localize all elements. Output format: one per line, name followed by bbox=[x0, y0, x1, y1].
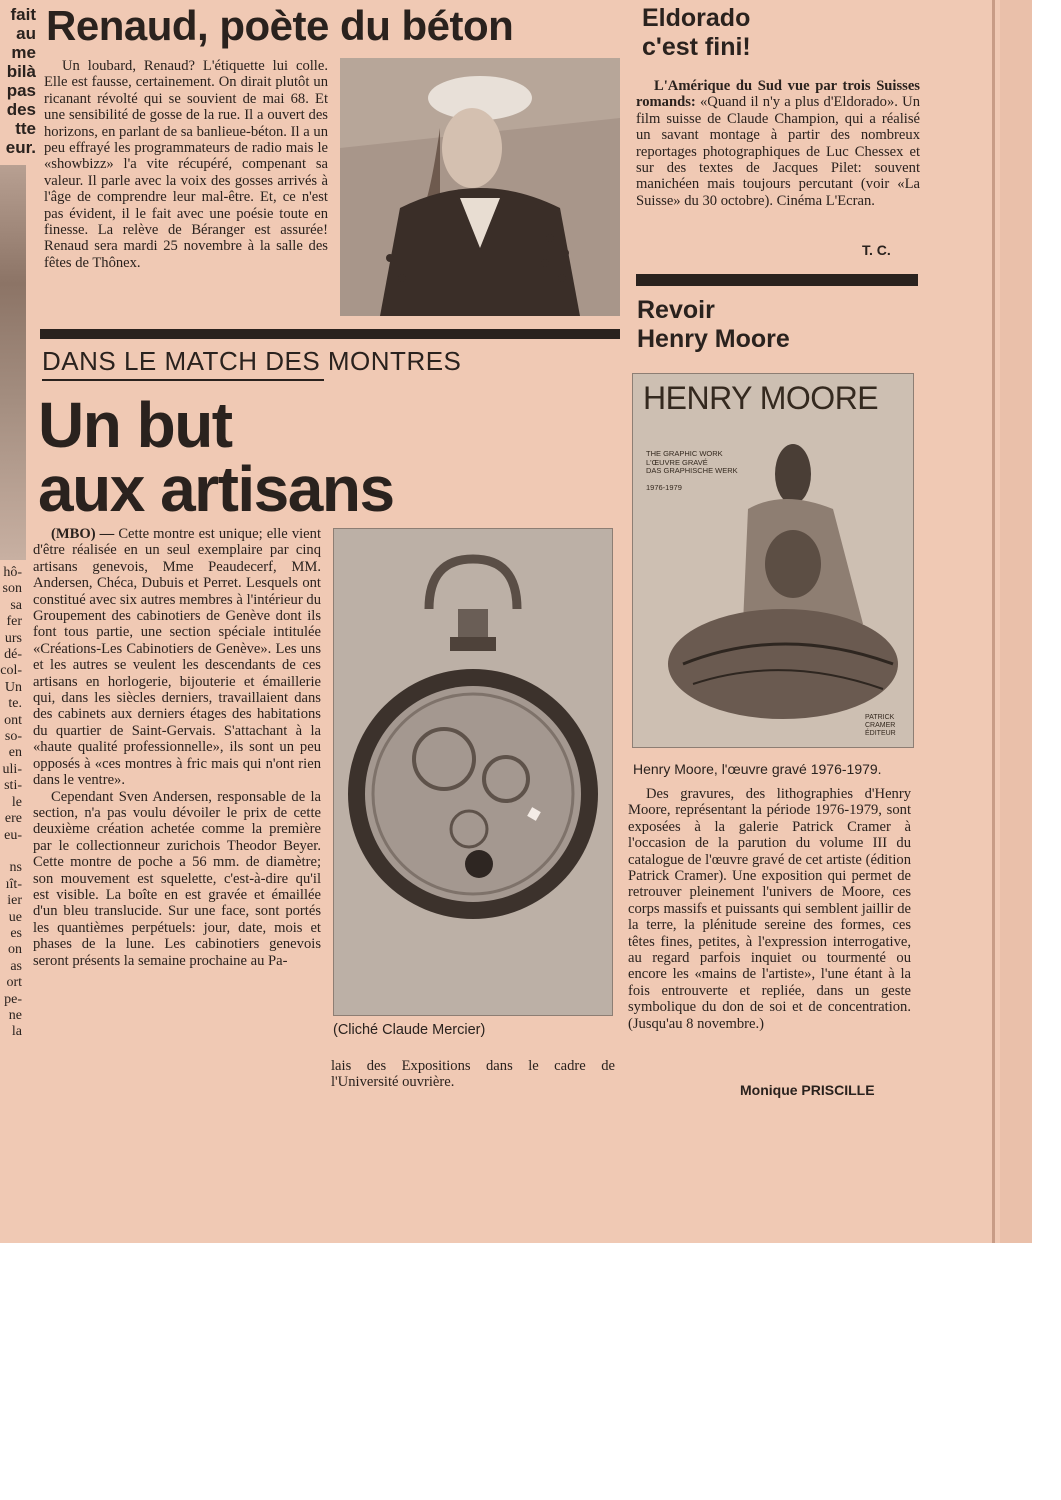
moore-article-body bbox=[628, 786, 911, 1032]
book-title: HENRY MOORE bbox=[643, 380, 879, 416]
watch-photo-caption: (Cliché Claude Mercier) bbox=[333, 1022, 486, 1038]
headline-line-2: aux artisans bbox=[38, 453, 394, 525]
pocket-watch-illustration bbox=[334, 529, 612, 1015]
section-divider-bar bbox=[636, 274, 918, 286]
moore-headline: Revoir Henry Moore bbox=[637, 296, 790, 353]
paper-right-margin bbox=[1000, 0, 1032, 1243]
renaud-photo bbox=[340, 58, 620, 316]
left-column-fragment-bottom: hô- son sa fer urs dé- col- Un te. ont so- en uli- sti- le ere eu- ns ıît- ier ue es on as ort pe- ne la bbox=[0, 565, 22, 1040]
section-divider-bar bbox=[40, 329, 620, 339]
left-column-fragment-top: fait au me bilà pas des tte eur. bbox=[5, 5, 36, 157]
renaud-portrait-illustration bbox=[340, 58, 620, 316]
book-subtitle: THE GRAPHIC WORK L'ŒUVRE GRAVÉ DAS GRAPHISCHE WERK 1976-1979 bbox=[646, 449, 738, 492]
eldorado-headline: Eldorado c'est fini! bbox=[642, 4, 751, 61]
moore-photo-caption: Henry Moore, l'œuvre gravé 1976-1979. bbox=[633, 761, 882, 777]
renaud-headline: Renaud, poète du béton bbox=[46, 2, 514, 49]
paper-fold-line bbox=[992, 0, 995, 1243]
watch-paragraph-1: (MBO) — Cette montre est unique; elle vient d'être réalisée en un seul exemplaire par cinq artisans genevois, Mme Peaudecerf, MM. Andersen, Chéca, Dubuis et Perret. Lesquels ont constitué avec six autres membres à l'intérieur du Groupement des cabinotiers de Genève dont ils font tous partie, une section spéciale intitulée «Créations-Les Cabinotiers de Genève». Les uns et les autres se veulent les descendants de ces artisans en horlogerie, bijouterie et émaillerie qui, dans les siècles derniers, travaillaient dans des cabinets aux derniers étages des habitations du quartier de Saint-Gervais. S'attachant à la «haute qualité professionnelle», ils sont un peu opposés à «ces montres à fric mais qui n'ont rien dans le ventre». bbox=[33, 526, 321, 789]
eldorado-paragraph: L'Amérique du Sud vue par trois Suisses romands: «Quand il n'y a plus d'Eldorado». Un film suisse de Claude Champion, qui a réalisé un savant montage à partir des nombreux reportages photographiques de Luc Chessex et sur des textes de Jacques Pilet: souvent manichéen mais toujours percutant (voir «La Suisse» du 30 octobre). Cinéma L'Ecran. bbox=[636, 78, 920, 209]
watch-paragraph-2: Cependant Sven Andersen, responsable de la section, n'a pas voulu dévoiler le prix de cette deuxième création achetée comme la première par le collectionneur zurichois Theodor Beyer. Cette montre de poche a 56 mm. de diamètre; son mouvement est squelette, c'est-à-dire qu'il est visible. La boîte en est gravée et émaillée d'un bleu translucide. Sur une face, sont portés les quantièmes perpétuels: jour, date, mois et phases de la lune. Les cabinotiers genevois seront présents la semaine prochaine au Pa- bbox=[33, 788, 321, 969]
left-photo-fragment bbox=[0, 165, 26, 560]
byline: (MBO) — bbox=[51, 526, 115, 542]
kicker-underline bbox=[42, 379, 324, 381]
renaud-article-body bbox=[44, 58, 328, 271]
moore-sculpture-illustration bbox=[633, 374, 913, 747]
moore-paragraph: Des gravures, des lithographies d'Henry Moore, représentant la période 1976-1979, sont exposées à la galerie Patrick Cramer à l'occasion de la parution du volume III du catalogue de l'œuvre gravé de cet artiste (édition Patrick Cramer). Une exposition qui permet de retrouver pleinement l'univers de Moore, ces corps massifs et puissants qui semblent jaillir de la terre, la plénitude sereine des formes, ces têtes fines, petites, à l'expression interrogative, au regard parfois inquiet ou tourmenté ou encore les «mains de l'artiste», l'une étant à la fois entrouverte et repliée, dans un geste symbolique du don de soi et de concentration. (Jusqu'au 8 novembre.) bbox=[628, 786, 911, 1032]
renaud-paragraph: Un loubard, Renaud? L'étiquette lui colle. Elle est fausse, certainement. On dirait plutôt un ricanant révolté qui se souvient de mai 68. Et une sensibilité de gosse de la rue. Il a ouvert des horizons, en parlant de sa banlieue-béton. Il a un peu effrayé les programmateurs de radio mais le «showbizz» l'a vite récupéré, compenant sa valeur. Il parle avec la voix des gosses arrivés à l'âge de comprendre leur mal-être. Et, ce n'est pas évident, il le fait avec une poésie toute en finesse. La relève de Béranger est assurée! Renaud sera mardi 25 novembre à la salle des fêtes de Thônex. bbox=[44, 58, 328, 271]
watch-article-body bbox=[33, 526, 321, 969]
henry-moore-catalogue-cover bbox=[632, 373, 914, 748]
book-publisher-mark: PATRICK CRAMER ÉDITEUR bbox=[865, 714, 896, 737]
watch-article-continuation: lais des Expositions dans le cadre de l'Université ouvrière. bbox=[331, 1058, 615, 1091]
watch-article-kicker: DANS LE MATCH DES MONTRES bbox=[42, 346, 462, 376]
pocket-watch-photo bbox=[333, 528, 613, 1016]
moore-signature: Monique PRISCILLE bbox=[740, 1082, 875, 1098]
eldorado-article-body bbox=[636, 78, 920, 209]
headline-line-1: Un but bbox=[38, 389, 232, 461]
eldorado-signature: T. C. bbox=[862, 242, 891, 258]
watch-article-headline bbox=[38, 389, 394, 525]
